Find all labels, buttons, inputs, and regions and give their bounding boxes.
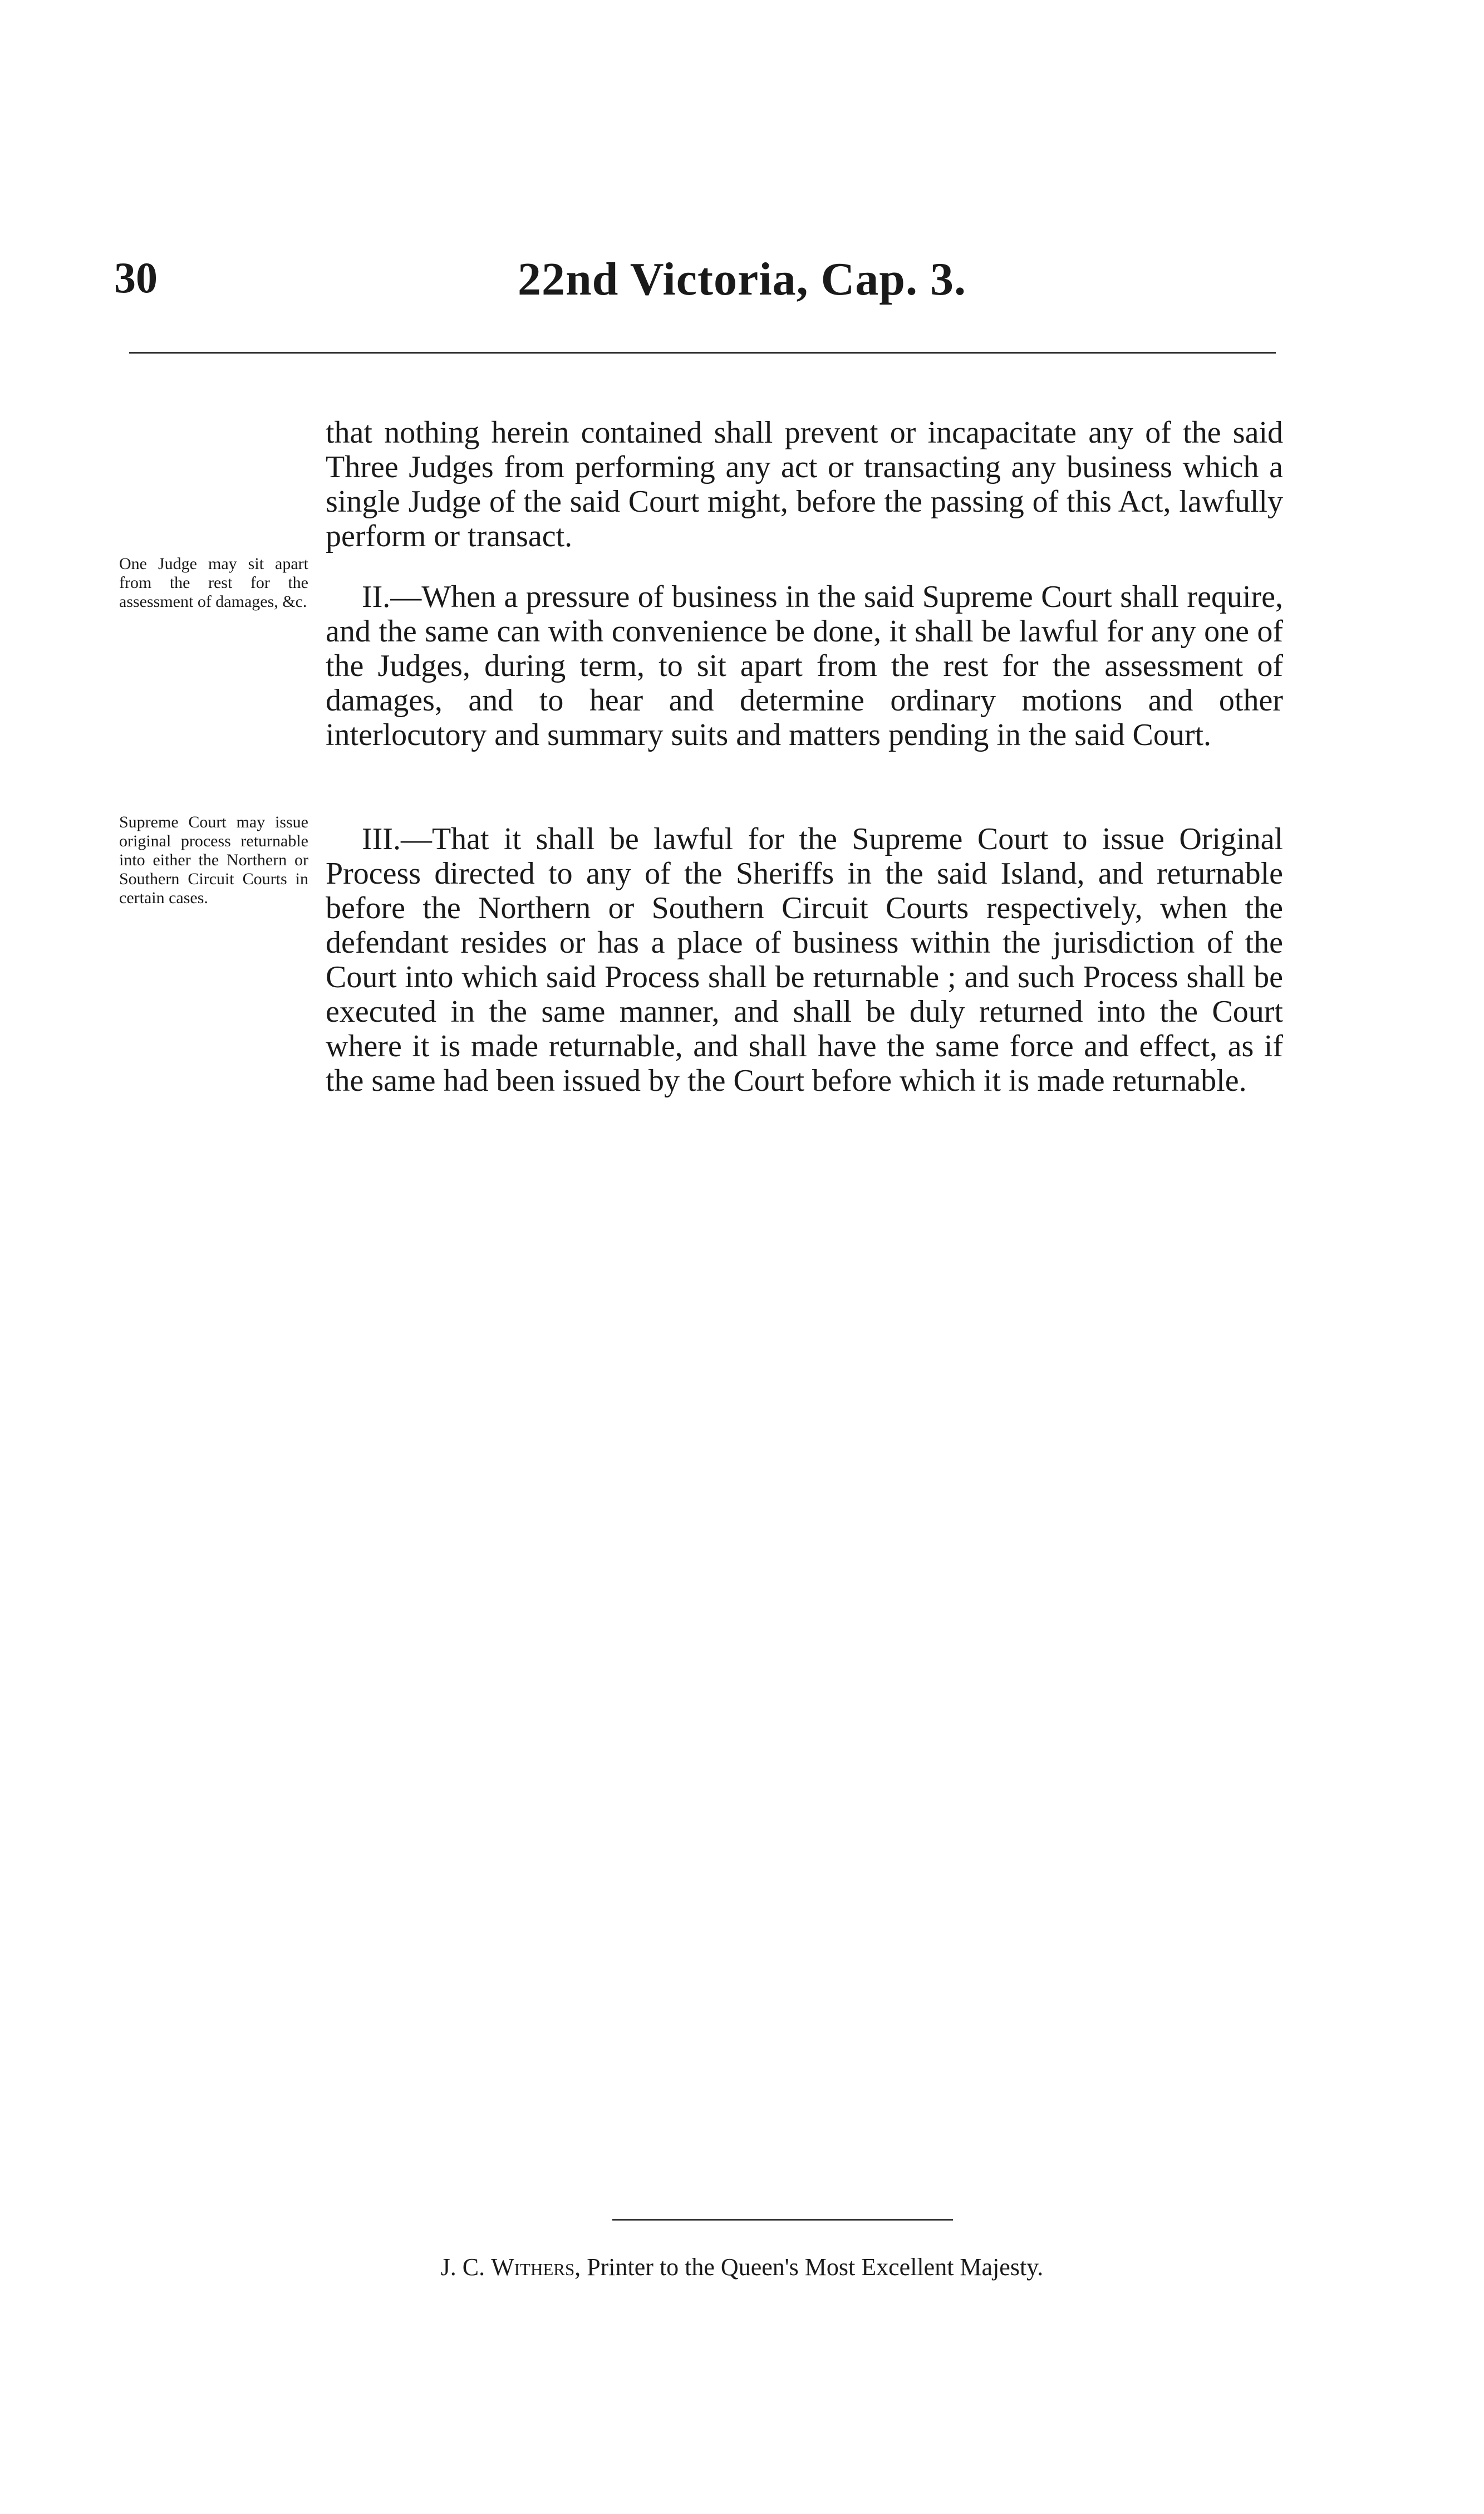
section-1-text: that nothing herein contained shall prevent or incapacitate any of the said Three Judges from performing any act or transacting any business which a single Judge of the said Court might, before the passing of this Act, lawfully perform or transact.: [326, 415, 1283, 553]
header-rule: [129, 352, 1276, 354]
printer-name: Withers,: [491, 2253, 581, 2281]
printer-initials: J. C.: [440, 2253, 485, 2281]
printer-imprint: [0, 2255, 1484, 2280]
printer-title: Printer to the Queen's Most Excellent Majesty.: [587, 2253, 1044, 2281]
section-2-margin-note: One Judge may sit apart from the rest for the assessment of damages, &c.: [119, 555, 308, 611]
page-number: 30: [114, 253, 158, 302]
section-2-text: II.—When a pressure of business in the said Supreme Court shall require, and the same can with convenience be done, it shall be lawful for any one of the Judges, during term, to sit apart from the rest for the assessment of damages, and to hear and determine ordinary motions and other interlocutory and summary suits and matters pending in the said Court.: [326, 580, 1283, 752]
section-3-margin-note: Supreme Court may issue original process returnable into either the Northern or Southern Circuit Courts in certain cases.: [119, 813, 308, 907]
footer-rule: [612, 2219, 953, 2221]
section-3-text: III.—That it shall be lawful for the Supreme Court to issue Original Process directed to any of the Sheriffs in the said Island, and returnable before the Northern or Southern Circuit Courts respectively, when the defendant resides or has a place of business within the jurisdiction of the Court into which said Process shall be returnable ; and such Process shall be executed in the same manner, and shall be duly returned into the Court where it is made returnable, and shall have the same force and effect, as if the same had been issued by the Court before which it is made returnable.: [326, 822, 1283, 1098]
running-title: 22nd Victoria, Cap. 3.: [517, 253, 967, 305]
